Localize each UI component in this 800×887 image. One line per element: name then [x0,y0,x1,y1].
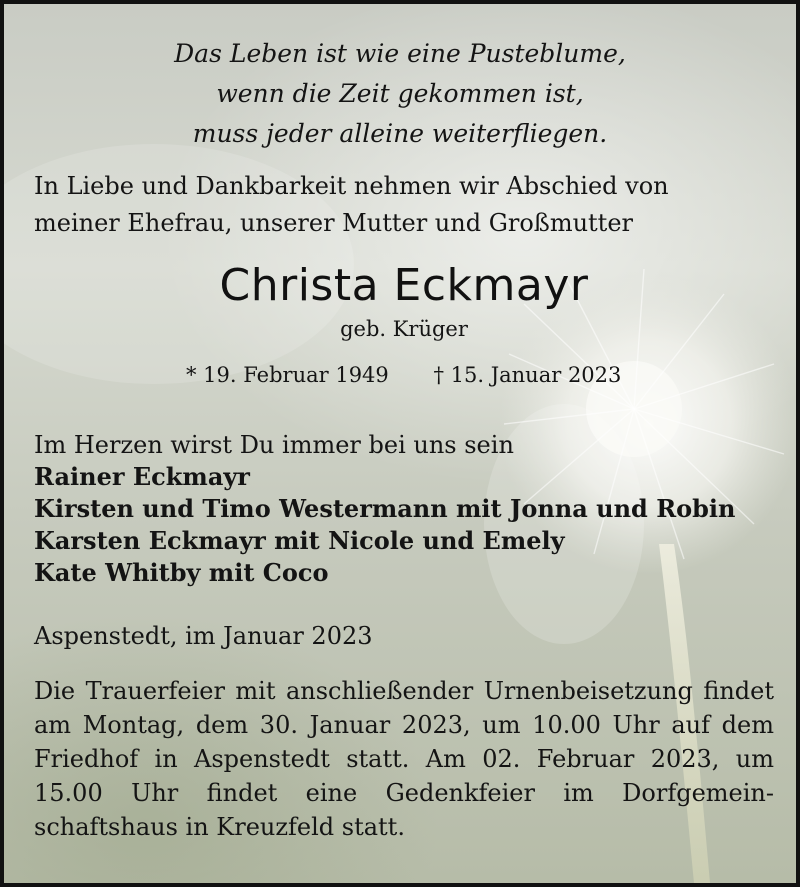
birth-name: geb. Krüger [340,317,468,341]
notice-content [4,4,796,883]
mourner-name: Kirsten und Timo Westermann mit Jonna und Robin [34,494,736,523]
mourner-name: Kate Whitby mit Coco [34,558,329,587]
ceremony-line: 15.00 Uhr findet eine Gedenkfeier im Dorfgemein- [34,779,774,807]
intro-text [34,168,669,242]
ceremony-line: am Montag, dem 30. Januar 2023, um 10.00 Uhr auf dem [34,711,774,739]
birth-date: * 19. Februar 1949 [186,363,389,387]
ceremony-line: schaftshaus in Kreuzfeld statt. [34,813,405,841]
life-dates [186,360,621,390]
verse-line: wenn die Zeit gekommen ist, [216,79,584,108]
poem-verse [4,34,796,154]
mourners-heading: Im Herzen wirst Du immer bei uns sein [34,431,514,459]
mourners-block [34,429,736,589]
mourner-name: Karsten Eckmayr mit Nicole und Emely [34,526,565,555]
ceremony-text [34,674,774,844]
intro-line: In Liebe und Dankbarkeit nehmen wir Abschied von [34,172,669,200]
verse-line: muss jeder alleine weiterfliegen. [192,119,608,148]
verse-line: Das Leben ist wie eine Pusteblume, [174,39,626,68]
mourner-name: Rainer Eckmayr [34,462,250,491]
intro-line: meiner Ehefrau, unserer Mutter und Großmutter [34,209,634,237]
place-date: Aspenstedt, im Januar 2023 [34,622,373,650]
ceremony-line: Die Trauerfeier mit anschließender Urnenbeisetzung findet [34,677,774,705]
ceremony-line: Friedhof in Aspenstedt statt. Am 02. Februar 2023, um [34,745,774,773]
death-date: † 15. Januar 2023 [433,363,622,387]
deceased-name: Christa Eckmayr [219,260,589,311]
